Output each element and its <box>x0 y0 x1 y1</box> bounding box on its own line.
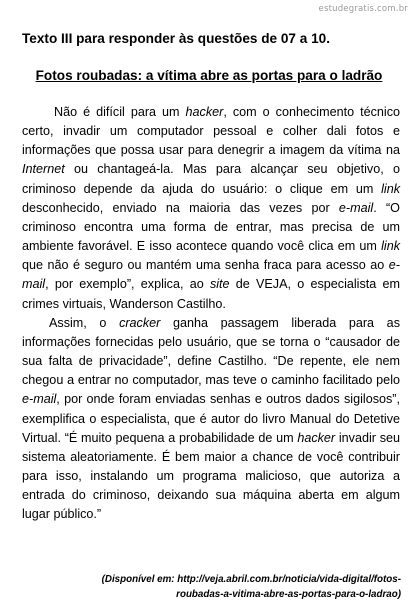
paragraph: Assim, o cracker ganha passagem liberada para as informações fornecidas pelo usuário, que se torna o “causador de sua falta de privacidade”, define Castilho. “De repente, ele nem chegou a entrar no computador, mas teve o caminho facilitado pelo e-mail, por onde foram enviadas senhas e outros dados sigilosos”, exemplifica o especialista, que é autor do livro Manual do Detetive Virtual. “É muito pequena a probabilidade de um hacker invadir seu sistema aleatoriamente. É bem maior a chance de você contribuir para isso, instalando um programa malicioso, que autoriza a entrada do criminoso, deixando sua máquina aberta em algum lugar público.” <box>22 315 400 522</box>
italic-term: link <box>381 239 400 254</box>
italic-term: e-mail <box>338 200 374 215</box>
article-body <box>22 103 400 524</box>
article-title: Fotos roubadas: a vítima abre as portas para o ladrão <box>35 68 383 83</box>
italic-term: Internet <box>22 162 65 177</box>
italic-term: e-mail <box>22 392 57 407</box>
italic-term: link <box>381 181 400 196</box>
italic-term: hacker <box>297 430 336 445</box>
italic-term: e-mail <box>22 258 400 292</box>
watermark: estudegratis.com.br <box>318 4 408 14</box>
section-heading: Texto III para responder às questões de 07 a 10. <box>22 31 330 46</box>
italic-term: site <box>209 277 230 292</box>
source-line-2: roubadas-a-vitima-abre-as-portas-para-o-ladrao) <box>176 588 401 600</box>
italic-term: cracker <box>119 315 161 330</box>
source-citation <box>21 573 401 602</box>
italic-term: hacker <box>185 105 224 119</box>
source-line-1: (Disponível em: http://veja.abril.com.br/noticia/vida-digital/fotos- <box>101 574 401 585</box>
paragraph: Não é difícil para um hacker, com o conhecimento técnico certo, invadir um computador pessoal e colher dali fotos e informações que possa usar para denegrir a imagem da vítima na Internet ou chantageá-la. Mas para alcançar seu objetivo, o criminoso depende da ajuda do usuário: o clique em um link desconhecido, enviado na maioria das vezes por e-mail. “O criminoso encontra uma forma de entrar, mas precisa de um ambiente favorável. E isso acontece quando você clica em um link que não é seguro ou mantém uma senha fraca para acesso ao e-mail, por exemplo”, explica, ao site de VEJA, o especialista em crimes virtuais, Wanderson Castilho. <box>22 105 400 311</box>
